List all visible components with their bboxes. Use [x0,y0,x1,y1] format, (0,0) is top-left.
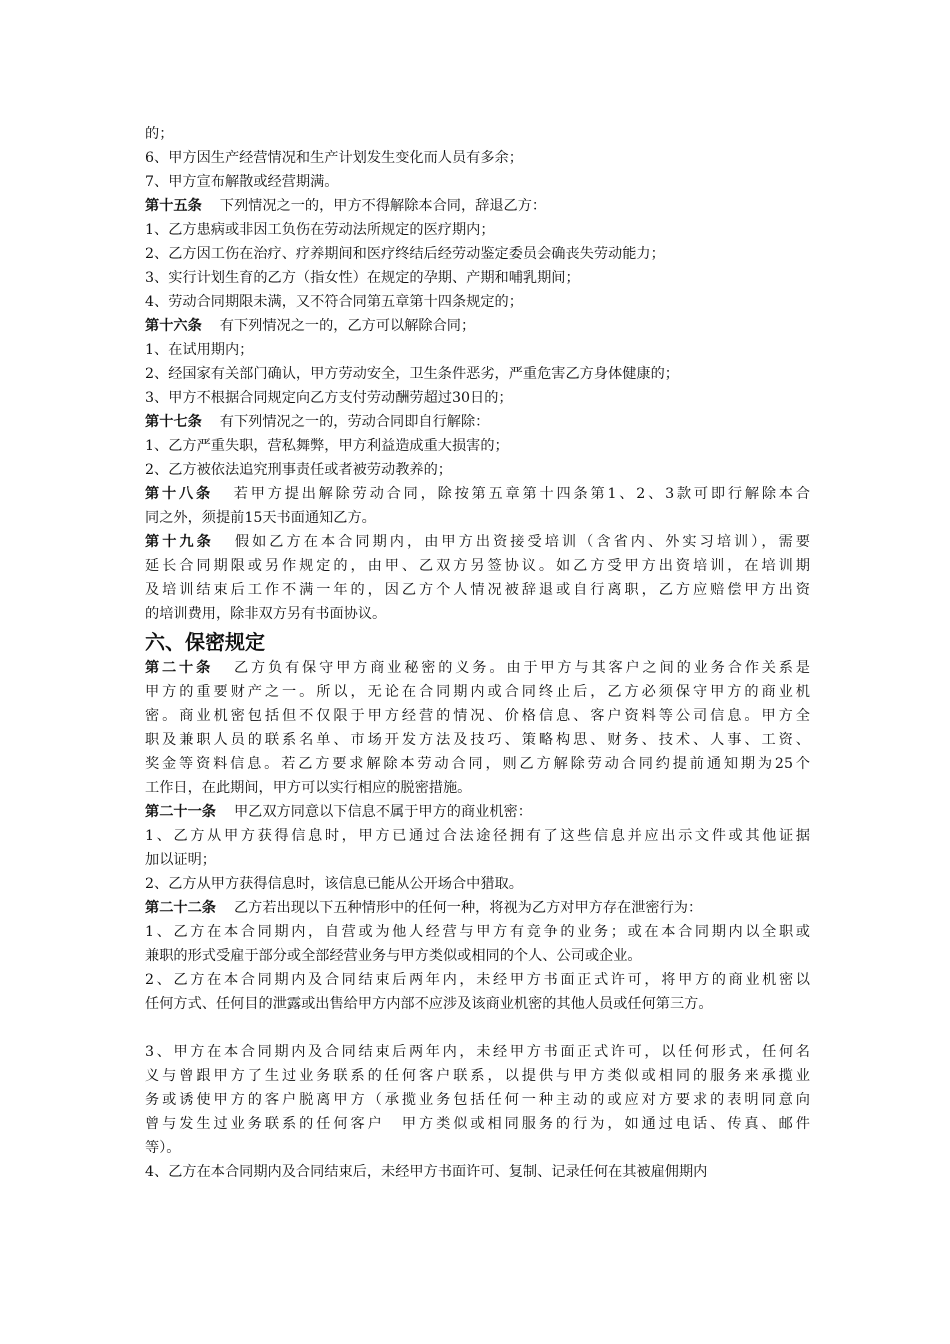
text-line: 加以证明； [145,852,216,868]
clause-label: 第十七条 [145,414,202,430]
text-line: 1、乙方患病或非因工负伤在劳动法所规定的医疗期内； [145,222,495,238]
clause-line [145,800,810,824]
clause-line [145,530,810,554]
text-line: 2、经国家有关部门确认，甲方劳动安全，卫生条件恶劣，严重危害乙方身体健康的； [145,366,679,382]
clause-text: 乙方若出现以下五种情形中的任何一种，将视为乙方对甲方存在泄密行为： [233,900,703,916]
clause-label: 第二十一条 [145,804,216,820]
section-heading: 六、保密规定 [145,630,265,654]
clause-line [145,896,810,920]
text-line: 3、甲方在本合同期内及合同结束后两年内，未经甲方书面正式许可，以任何形式，任何名 [145,1044,810,1060]
text-line: 的培训费用，除非双方另有书面协议。 [145,606,387,622]
text-line: 4、乙方在本合同期内及合同结束后，未经甲方书面许可、复制、记录任何在其被雇佣期内 [145,1164,708,1180]
text-line: 务或诱使甲方的客户脱离甲方（承揽业务包括任何一种主动的或应对方要求的表明同意向 [145,1092,810,1108]
clause-label: 第二十条 [145,660,214,676]
text-line: 2、乙方被依法追究刑事责任或者被劳动教养的； [145,462,452,478]
text-line: 4、劳动合同期限未满，又不符合同第五章第十四条规定的； [145,294,523,310]
text-line: 1、乙方在本合同期内，自营或为他人经营与甲方有竞争的业务；或在本合同期内以全职或 [145,924,810,940]
clause-line [145,314,810,338]
text-line: 2、乙方从甲方获得信息时，该信息已能从公开场合中猎取。 [145,876,523,892]
clause-text: 假如乙方在本合同期内，由甲方出资接受培训（含省内、外实习培训），需要 [231,534,810,550]
text-line: 兼职的形式受雇于部分或全部经营业务与甲方类似或相同的个人、公司或企业。 [145,948,642,964]
document-page [145,122,810,1184]
clause-text: 下列情况之一的，甲方不得解除本合同，辞退乙方： [219,198,547,214]
text-line: 的； [145,126,174,142]
clause-text: 若甲方提出解除劳动合同，除按第五章第十四条第1、2、3款可即行解除本合 [230,486,810,502]
text-line: 甲方的重要财产之一。所以，无论在合同期内或合同终止后，乙方必须保守甲方的商业机 [145,684,810,700]
text-line: 2、乙方在本合同期内及合同结束后两年内，未经甲方书面正式许可，将甲方的商业机密以 [145,972,810,988]
blank-line [145,1016,810,1040]
text-line: 3、甲方不根据合同规定向乙方支付劳动酬劳超过30日的； [145,390,513,406]
text-line: 1、乙方严重失职，营私舞弊，甲方利益造成重大损害的； [145,438,509,454]
clause-label: 第十八条 [145,486,213,502]
text-line: 2、乙方因工伤在治疗、疗养期间和医疗终结后经劳动鉴定委员会确丧失劳动能力； [145,246,665,262]
text-line: 奖金等资料信息。若乙方要求解除本劳动合同，则乙方解除劳动合同约提前通知期为25个 [145,756,810,772]
text-line: 义与曾跟甲方了生过业务联系的任何客户联系，以提供与甲方类似或相同的服务来承揽业 [145,1068,810,1084]
text-line: 7、甲方宣布解散或经营期满。 [145,174,339,190]
text-line: 及培训结束后工作不满一年的，因乙方个人情况被辞退或自行离职，乙方应赔偿甲方出资 [145,582,810,598]
clause-label: 第二十二条 [145,900,216,916]
text-line: 任何方式、任何目的泄露或出售给甲方内部不应涉及该商业机密的其他人员或任何第三方。 [145,996,713,1012]
text-line: 曾与发生过业务联系的任何客户 甲方类似或相同服务的行为，如通过电话、传真、邮件 [145,1116,810,1132]
text-line: 6、甲方因生产经营情况和生产计划发生变化而人员有多余； [145,150,523,166]
clause-text: 有下列情况之一的，劳动合同即自行解除： [219,414,490,430]
clause-line [145,194,810,218]
text-line: 职及兼职人员的联系名单、市场开发方法及技巧、策略构思、财务、技术、人事、工资、 [145,732,810,748]
clause-line [145,656,810,680]
text-line: 工作日，在此期间，甲方可以实行相应的脱密措施。 [145,780,472,796]
clause-text: 甲乙双方同意以下信息不属于甲方的商业机密： [233,804,532,820]
text-line: 同之外，须提前15天书面通知乙方。 [145,510,376,526]
clause-label: 第十六条 [145,318,202,334]
text-line: 1、乙方从甲方获得信息时，甲方已通过合法途径拥有了这些信息并应出示文件或其他证据 [145,828,810,844]
clause-line [145,410,810,434]
text-line: 1、在试用期内； [145,342,254,358]
clause-label: 第十五条 [145,198,202,214]
clause-line [145,482,810,506]
clause-text: 有下列情况之一的，乙方可以解除合同； [219,318,476,334]
clause-label: 第十九条 [145,534,214,550]
text-line: 密。商业机密包括但不仅限于甲方经营的情况、价格信息、客户资料等公司信息。甲方全 [145,708,810,724]
clause-text: 乙方负有保守甲方商业秘密的义务。由于甲方与其客户之间的业务合作关系是 [231,660,810,676]
text-line: 延长合同期限或另作规定的，由甲、乙双方另签协议。如乙方受甲方出资培训，在培训期 [145,558,810,574]
text-line: 3、实行计划生育的乙方（指女性）在规定的孕期、产期和哺乳期间； [145,270,580,286]
text-line: 等）。 [145,1140,181,1156]
